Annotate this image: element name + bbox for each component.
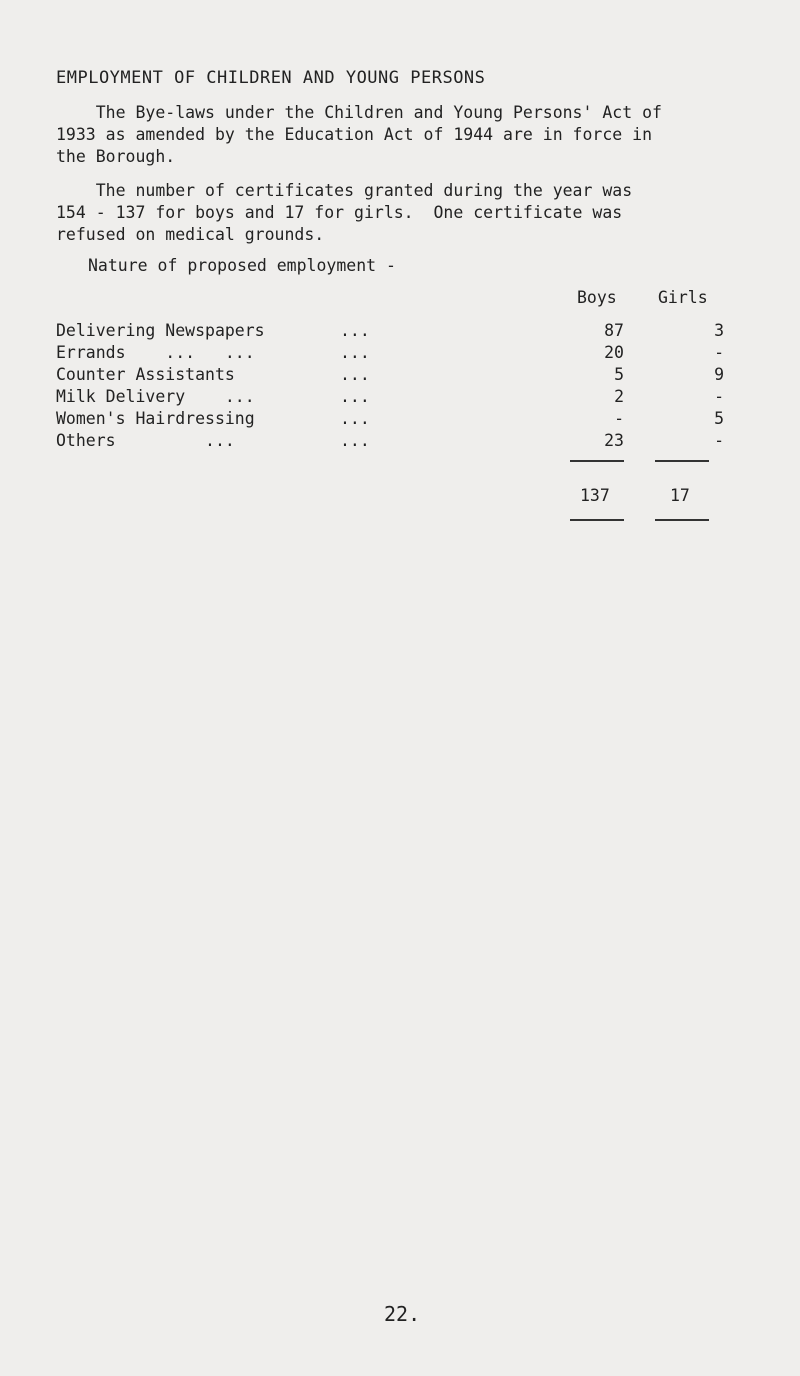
boys-value: 5	[614, 365, 624, 384]
leader-dots: ...	[340, 387, 370, 406]
leader-dots: ...	[340, 431, 370, 450]
boys-value: 2	[614, 387, 624, 406]
row-label: Errands ... ...	[56, 343, 255, 362]
girls-value: -	[714, 431, 724, 450]
leader-dots: ...	[340, 365, 370, 384]
leader-dots: ...	[340, 321, 370, 340]
girls-total: 17	[670, 486, 690, 505]
girls-value: 5	[714, 409, 724, 428]
employment-table	[56, 321, 756, 453]
boys-value: 87	[604, 321, 624, 340]
table-row	[56, 387, 756, 409]
girls-value: 9	[714, 365, 724, 384]
column-header-boys: Boys	[577, 288, 617, 307]
table-row	[56, 343, 756, 365]
boys-value: 20	[604, 343, 624, 362]
page-number: 22.	[384, 1302, 421, 1326]
girls-value: 3	[714, 321, 724, 340]
table-row	[56, 431, 756, 453]
girls-total-rule-top	[655, 460, 709, 462]
row-label: Delivering Newspapers	[56, 321, 265, 340]
boys-value: 23	[604, 431, 624, 450]
girls-value: -	[714, 343, 724, 362]
girls-total-rule-bottom	[655, 519, 709, 521]
boys-total: 137	[580, 486, 610, 505]
girls-value: -	[714, 387, 724, 406]
leader-dots: ...	[340, 409, 370, 428]
table-row	[56, 409, 756, 431]
nature-label: Nature of proposed employment -	[88, 256, 396, 275]
boys-total-rule-top	[570, 460, 624, 462]
table-row	[56, 321, 756, 343]
leader-dots: ...	[340, 343, 370, 362]
paragraph-bye-laws: The Bye-laws under the Children and Young Persons' Act of 1933 as amended by the Education Act of 1944 are in force in the Borough.	[56, 103, 662, 166]
boys-value: -	[614, 409, 624, 428]
column-header-girls: Girls	[658, 288, 708, 307]
table-row	[56, 365, 756, 387]
page-heading: EMPLOYMENT OF CHILDREN AND YOUNG PERSONS	[56, 68, 486, 88]
row-label: Milk Delivery ...	[56, 387, 255, 406]
paragraph-certificates: The number of certificates granted during the year was 154 - 137 for boys and 17 for girls. One certificate was refused on medical grounds.	[56, 181, 633, 244]
row-label: Others ...	[56, 431, 235, 450]
row-label: Women's Hairdressing	[56, 409, 255, 428]
row-label: Counter Assistants	[56, 365, 235, 384]
boys-total-rule-bottom	[570, 519, 624, 521]
